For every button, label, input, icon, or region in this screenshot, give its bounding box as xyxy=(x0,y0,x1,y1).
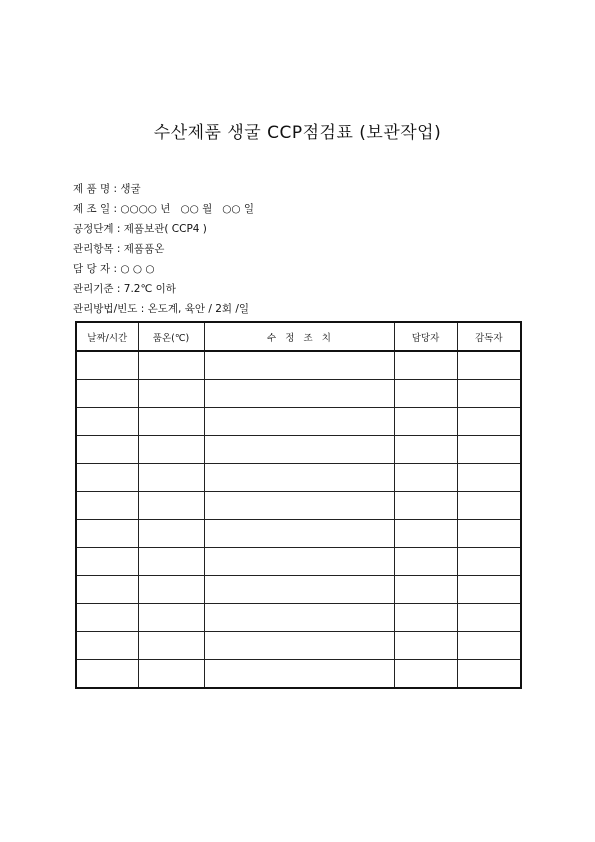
cell-supervisor[interactable] xyxy=(457,520,521,548)
table-row xyxy=(76,548,521,576)
cell-person-in-charge[interactable] xyxy=(394,436,457,464)
cell-temperature[interactable] xyxy=(138,408,204,436)
cell-person-in-charge[interactable] xyxy=(394,660,457,689)
inspection-log-table xyxy=(75,321,522,689)
table-row xyxy=(76,604,521,632)
manufacture-date-field: 제 조 일 : ○○○○ 년 ○○ 월 ○○ 일 xyxy=(73,203,255,215)
table-row xyxy=(76,520,521,548)
cell-datetime[interactable] xyxy=(76,464,138,492)
cell-temperature[interactable] xyxy=(138,632,204,660)
table-row xyxy=(76,436,521,464)
cell-temperature[interactable] xyxy=(138,436,204,464)
table-row xyxy=(76,492,521,520)
table-row xyxy=(76,408,521,436)
cell-corrective-action[interactable] xyxy=(204,351,394,380)
cell-temperature[interactable] xyxy=(138,380,204,408)
table-row xyxy=(76,464,521,492)
column-header-person-in-charge: 담당자 xyxy=(394,322,457,351)
column-header-corrective-action: 수 정 조 치 xyxy=(204,322,394,351)
cell-temperature[interactable] xyxy=(138,604,204,632)
cell-supervisor[interactable] xyxy=(457,380,521,408)
cell-supervisor[interactable] xyxy=(457,548,521,576)
column-header-temperature: 품온(℃) xyxy=(138,322,204,351)
cell-supervisor[interactable] xyxy=(457,632,521,660)
cell-supervisor[interactable] xyxy=(457,436,521,464)
control-criterion-field: 관리기준 : 7.2℃ 이하 xyxy=(73,283,176,295)
cell-person-in-charge[interactable] xyxy=(394,548,457,576)
cell-corrective-action[interactable] xyxy=(204,604,394,632)
document-title: 수산제품 생굴 CCP점검표 (보관작업) xyxy=(153,123,442,143)
cell-person-in-charge[interactable] xyxy=(394,351,457,380)
cell-datetime[interactable] xyxy=(76,380,138,408)
process-step-field: 공정단계 : 제품보관( CCP4 ) xyxy=(73,223,207,235)
cell-corrective-action[interactable] xyxy=(204,520,394,548)
table-row xyxy=(76,351,521,380)
person-in-charge-field: 담 당 자 : ○ ○ ○ xyxy=(73,263,155,275)
control-item-field: 관리항목 : 제품품온 xyxy=(73,243,165,255)
cell-supervisor[interactable] xyxy=(457,576,521,604)
cell-datetime[interactable] xyxy=(76,576,138,604)
column-header-datetime: 날짜/시간 xyxy=(76,322,138,351)
cell-temperature[interactable] xyxy=(138,492,204,520)
cell-datetime[interactable] xyxy=(76,408,138,436)
table-header-row xyxy=(76,322,521,351)
cell-corrective-action[interactable] xyxy=(204,492,394,520)
cell-person-in-charge[interactable] xyxy=(394,576,457,604)
cell-datetime[interactable] xyxy=(76,632,138,660)
cell-temperature[interactable] xyxy=(138,548,204,576)
cell-supervisor[interactable] xyxy=(457,660,521,689)
table-row xyxy=(76,380,521,408)
cell-corrective-action[interactable] xyxy=(204,436,394,464)
cell-person-in-charge[interactable] xyxy=(394,408,457,436)
cell-person-in-charge[interactable] xyxy=(394,464,457,492)
cell-temperature[interactable] xyxy=(138,576,204,604)
cell-datetime[interactable] xyxy=(76,351,138,380)
cell-person-in-charge[interactable] xyxy=(394,632,457,660)
cell-corrective-action[interactable] xyxy=(204,380,394,408)
cell-datetime[interactable] xyxy=(76,520,138,548)
cell-corrective-action[interactable] xyxy=(204,576,394,604)
table-row xyxy=(76,632,521,660)
cell-temperature[interactable] xyxy=(138,520,204,548)
cell-temperature[interactable] xyxy=(138,351,204,380)
cell-corrective-action[interactable] xyxy=(204,632,394,660)
cell-corrective-action[interactable] xyxy=(204,548,394,576)
cell-supervisor[interactable] xyxy=(457,604,521,632)
control-method-field: 관리방법/빈도 : 온도계, 육안 / 2회 /일 xyxy=(73,303,250,315)
cell-datetime[interactable] xyxy=(76,436,138,464)
cell-corrective-action[interactable] xyxy=(204,408,394,436)
cell-supervisor[interactable] xyxy=(457,464,521,492)
cell-supervisor[interactable] xyxy=(457,351,521,380)
cell-temperature[interactable] xyxy=(138,660,204,689)
cell-person-in-charge[interactable] xyxy=(394,520,457,548)
cell-person-in-charge[interactable] xyxy=(394,492,457,520)
cell-supervisor[interactable] xyxy=(457,492,521,520)
cell-datetime[interactable] xyxy=(76,604,138,632)
table-row xyxy=(76,576,521,604)
cell-person-in-charge[interactable] xyxy=(394,380,457,408)
column-header-supervisor: 감독자 xyxy=(457,322,521,351)
cell-person-in-charge[interactable] xyxy=(394,604,457,632)
cell-datetime[interactable] xyxy=(76,548,138,576)
cell-datetime[interactable] xyxy=(76,492,138,520)
table-row xyxy=(76,660,521,689)
cell-datetime[interactable] xyxy=(76,660,138,689)
cell-temperature[interactable] xyxy=(138,464,204,492)
product-name-field: 제 품 명 : 생굴 xyxy=(73,183,141,195)
cell-supervisor[interactable] xyxy=(457,408,521,436)
cell-corrective-action[interactable] xyxy=(204,464,394,492)
cell-corrective-action[interactable] xyxy=(204,660,394,689)
